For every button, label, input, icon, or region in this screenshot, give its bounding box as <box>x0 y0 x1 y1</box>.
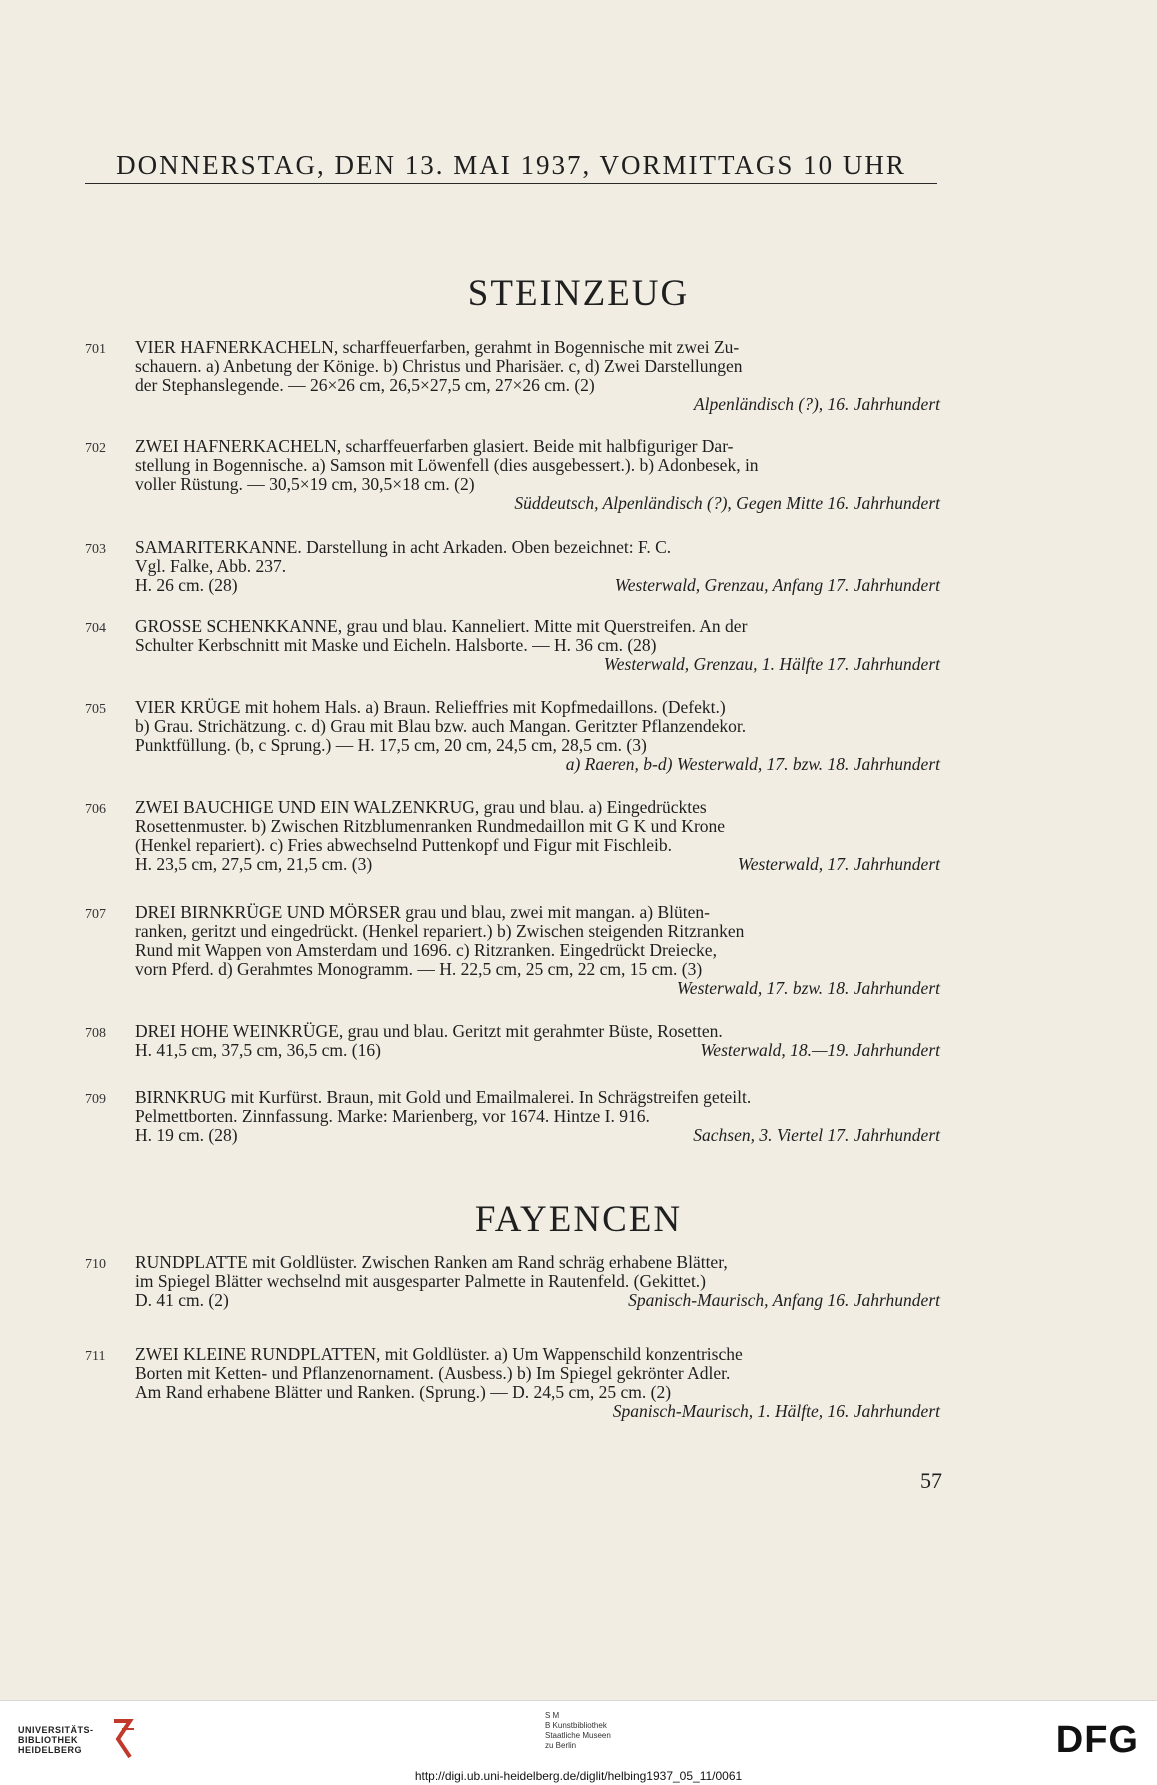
ub-logo-icon[interactable] <box>108 1717 138 1761</box>
entry-text-line: Rosettenmuster. b) Zwischen Ritzblumenranken Rundmedaillon mit G K und Krone <box>135 817 726 836</box>
entry-dimensions: H. 19 cm. (28) <box>135 1125 238 1145</box>
catalog-entry <box>85 1253 940 1310</box>
entry-text-line: Am Rand erhabene Blätter und Ranken. (Sprung.) — D. 24,5 cm, 25 cm. (2) <box>135 1383 672 1402</box>
entry-text-line: ZWEI HAFNERKACHELN, scharffeuerfarben glasiert. Beide mit halbfiguriger Dar- <box>135 437 734 456</box>
entry-text-line: im Spiegel Blätter wechselnd mit ausgesparter Palmette in Rautenfeld. (Gekittet.) <box>135 1272 707 1291</box>
entry-number: 708 <box>85 1026 106 1041</box>
entry-text-line: stellung in Bogennische. a) Samson mit Löwenfell (dies ausgebessert.). b) Adonbesek, in <box>135 456 759 475</box>
entry-number: 702 <box>85 441 106 456</box>
catalog-entry <box>85 617 940 674</box>
entry-attribution: Süddeutsch, Alpenländisch (?), Gegen Mitte 16. Jahrhundert <box>514 493 940 513</box>
entry-meta-row <box>135 1291 940 1310</box>
entry-attribution: Spanisch-Maurisch, Anfang 16. Jahrhundert <box>628 1290 940 1310</box>
entry-body <box>135 903 940 998</box>
entry-attribution: Westerwald, 17. bzw. 18. Jahrhundert <box>676 978 940 998</box>
entry-dimensions: H. 23,5 cm, 27,5 cm, 21,5 cm. (3) <box>135 854 373 874</box>
entry-text-line: schauern. a) Anbetung der Könige. b) Christus und Pharisäer. c, d) Zwei Darstellungen <box>135 357 743 376</box>
entry-body <box>135 1088 940 1145</box>
entry-number: 703 <box>85 542 106 557</box>
entry-dimensions: H. 41,5 cm, 37,5 cm, 36,5 cm. (16) <box>135 1040 381 1060</box>
entry-number: 711 <box>85 1349 106 1364</box>
entry-text-line: ZWEI BAUCHIGE UND EIN WALZENKRUG, grau und blau. a) Eingedrücktes <box>135 798 707 817</box>
entry-text-line: Rund mit Wappen von Amsterdam und 1696. c) Ritzranken. Eingedrückt Dreiecke, <box>135 941 717 960</box>
entry-number: 705 <box>85 702 106 717</box>
catalog-entry <box>85 1088 940 1145</box>
entry-meta-row <box>135 1126 940 1145</box>
entry-text-line: ranken, geritzt und eingedrückt. (Henkel repariert.) b) Zwischen steigenden Ritzranken <box>135 922 745 941</box>
entry-body <box>135 698 940 774</box>
entry-meta-row <box>135 576 940 595</box>
footer-bar <box>0 1700 1157 1785</box>
entry-body <box>135 1022 940 1060</box>
entry-attribution: a) Raeren, b-d) Westerwald, 17. bzw. 18. Jahrhundert <box>565 754 940 774</box>
entry-text-line: vorn Pferd. d) Gerahmtes Monogramm. — H. 22,5 cm, 25 cm, 22 cm, 15 cm. (3) <box>135 960 703 979</box>
entry-attribution: Sachsen, 3. Viertel 17. Jahrhundert <box>693 1125 940 1145</box>
entry-text-line: Pelmettborten. Zinnfassung. Marke: Marienberg, vor 1674. Hintze I. 916. <box>135 1107 650 1126</box>
smk-kunstbibliothek-label: S M B Kunstbibliothek Staatliche Museen zu Berlin <box>545 1711 611 1750</box>
catalog-entry <box>85 538 940 595</box>
entry-text-line: SAMARITERKANNE. Darstellung in acht Arkaden. Oben bezeichnet: F. C. <box>135 538 672 557</box>
entry-text-line: BIRNKRUG mit Kurfürst. Braun, mit Gold und Emailmalerei. In Schrägstreifen geteilt. <box>135 1088 752 1107</box>
entry-attribution: Westerwald, Grenzau, 1. Hälfte 17. Jahrhundert <box>603 654 940 674</box>
catalog-entry <box>85 798 940 874</box>
entry-text-line: Vgl. Falke, Abb. 237. <box>135 557 287 576</box>
entry-body <box>135 538 940 595</box>
entry-meta-row <box>135 1041 940 1060</box>
catalog-entry <box>85 903 940 998</box>
entry-dimensions: H. 26 cm. (28) <box>135 575 238 595</box>
entry-text-line: VIER KRÜGE mit hohem Hals. a) Braun. Relieffries mit Kopfmedaillons. (Defekt.) <box>135 698 726 717</box>
entry-body <box>135 798 940 874</box>
entry-body <box>135 1253 940 1310</box>
entry-number: 706 <box>85 802 106 817</box>
entry-body <box>135 617 940 674</box>
entry-text-line: Borten mit Ketten- und Pflanzenornament. (Ausbess.) b) Im Spiegel gekrönter Adler. <box>135 1364 731 1383</box>
page-header: DONNERSTAG, DEN 13. MAI 1937, VORMITTAGS 10 UHR <box>85 150 937 184</box>
entry-body <box>135 437 940 513</box>
entry-text-line: (Henkel repariert). c) Fries abwechselnd Puttenkopf und Figur mit Fischleib. <box>135 836 673 855</box>
source-url-link[interactable]: http://digi.ub.uni-heidelberg.de/diglit/helbing1937_05_11/0061 <box>414 1769 743 1783</box>
entry-dimensions: D. 41 cm. (2) <box>135 1290 229 1310</box>
catalog-entry <box>85 437 940 513</box>
entry-number: 704 <box>85 621 106 636</box>
dfg-logo[interactable]: DFG <box>1055 1719 1139 1761</box>
entry-text-line: DREI HOHE WEINKRÜGE, grau und blau. Geritzt mit gerahmter Büste, Rosetten. <box>135 1022 723 1041</box>
catalog-entry <box>85 1345 940 1421</box>
page-number: 57 <box>920 1468 942 1493</box>
section-title-fayencen: FAYENCEN <box>474 1199 683 1240</box>
entry-attribution: Westerwald, Grenzau, Anfang 17. Jahrhundert <box>614 575 940 595</box>
entry-number: 707 <box>85 907 106 922</box>
catalog-entry <box>85 338 940 414</box>
entry-text-line: RUNDPLATTE mit Goldlüster. Zwischen Ranken am Rand schräg erhabene Blätter, <box>135 1253 728 1272</box>
entry-text-line: ZWEI KLEINE RUNDPLATTEN, mit Goldlüster. a) Um Wappenschild konzentrische <box>135 1345 743 1364</box>
entry-attribution: Westerwald, 18.—19. Jahrhundert <box>700 1040 940 1060</box>
entry-text-line: VIER HAFNERKACHELN, scharffeuerfarben, gerahmt in Bogennische mit zwei Zu- <box>135 338 740 357</box>
entry-text-line: DREI BIRNKRÜGE UND MÖRSER grau und blau, zwei mit mangan. a) Blüten- <box>135 903 710 922</box>
entry-attribution: Westerwald, 17. Jahrhundert <box>737 854 940 874</box>
ub-heidelberg-label[interactable]: UNIVERSITÄTS- BIBLIOTHEK HEIDELBERG <box>18 1725 94 1755</box>
entry-number: 701 <box>85 342 106 357</box>
entry-text-line: b) Grau. Strichätzung. c. d) Grau mit Blau bzw. auch Mangan. Geritzter Pflanzendekor. <box>135 717 747 736</box>
entry-text-line: GROSSE SCHENKKANNE, grau und blau. Kanneliert. Mitte mit Querstreifen. An der <box>135 617 748 636</box>
entry-number: 710 <box>85 1257 106 1272</box>
entry-text-line: Punktfüllung. (b, c Sprung.) — H. 17,5 cm, 20 cm, 24,5 cm, 28,5 cm. (3) <box>135 736 647 755</box>
section-title-steinzeug: STEINZEUG <box>467 273 690 314</box>
entry-text-line: voller Rüstung. — 30,5×19 cm, 30,5×18 cm. (2) <box>135 475 475 494</box>
entry-text-line: der Stephanslegende. — 26×26 cm, 26,5×27,5 cm, 27×26 cm. (2) <box>135 376 595 395</box>
catalog-entry <box>85 1022 940 1060</box>
entry-attribution: Spanisch-Maurisch, 1. Hälfte, 16. Jahrhundert <box>612 1401 940 1421</box>
entry-text-line: Schulter Kerbschnitt mit Maske und Eicheln. Halsborte. — H. 36 cm. (28) <box>135 636 657 655</box>
catalog-entry <box>85 698 940 774</box>
entry-meta-row <box>135 855 940 874</box>
entry-number: 709 <box>85 1092 106 1107</box>
entry-body <box>135 338 940 414</box>
entry-body <box>135 1345 940 1421</box>
entry-attribution: Alpenländisch (?), 16. Jahrhundert <box>693 394 940 414</box>
